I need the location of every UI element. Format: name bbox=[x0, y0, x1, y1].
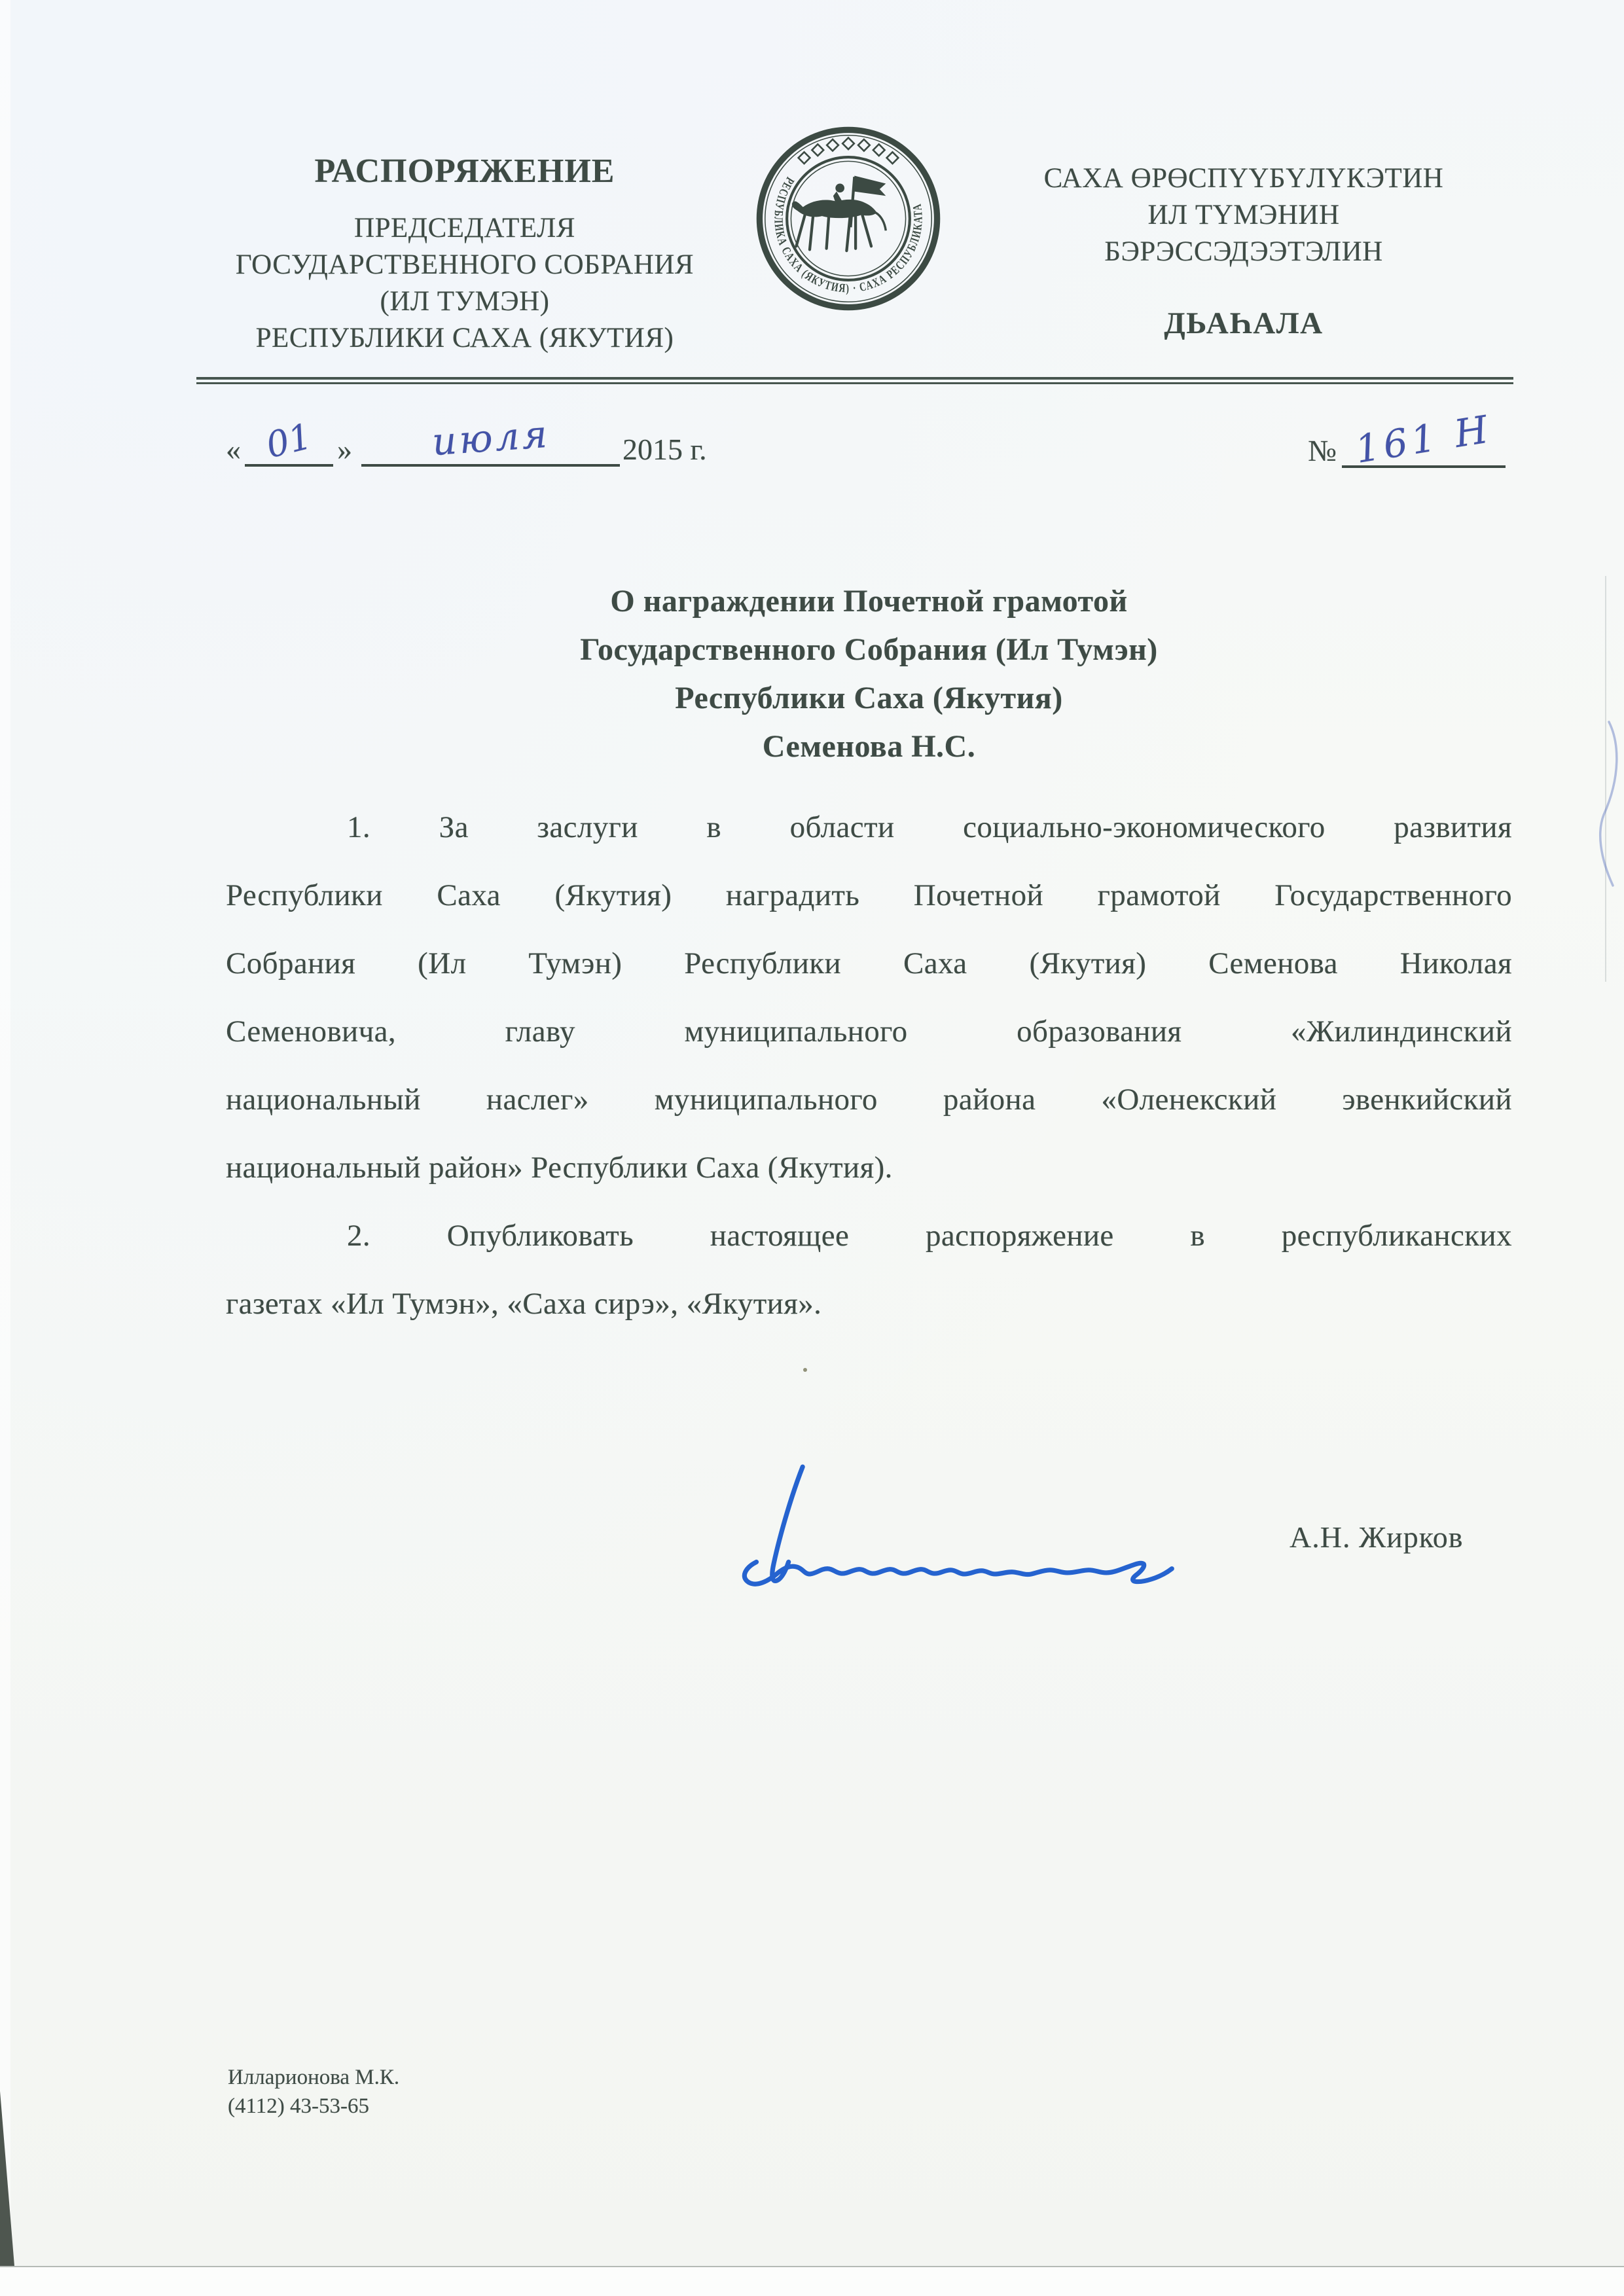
body-line: национальный район» Республики Саха (Якутия). bbox=[226, 1151, 893, 1185]
letterhead-left-line: (ИЛ ТУМЭН) bbox=[380, 286, 550, 317]
title-line: Республики Саха (Якутия) bbox=[675, 681, 1063, 715]
quote-close: » bbox=[337, 433, 352, 466]
seal-emblem-icon bbox=[753, 123, 944, 314]
paragraph-1 bbox=[226, 793, 1512, 1202]
letterhead-right-line: БЭРЭССЭДЭЭТЭЛИН bbox=[1104, 236, 1383, 267]
number-group bbox=[1308, 406, 1506, 472]
body-line: Собрания (Ил Тумэн) Республики Саха (Якутия) Семенова Николая bbox=[226, 946, 1512, 980]
date-group bbox=[226, 411, 707, 467]
letterhead-right-title: ДЬАҺАЛА bbox=[1164, 306, 1324, 340]
day-blank bbox=[245, 415, 333, 467]
letterhead-right-line: ИЛ ТҮМЭНИН bbox=[1147, 200, 1340, 230]
body-line: Семеновича, главу муниципального образования «Жилиндинский bbox=[226, 1014, 1512, 1049]
body-line: 1. За заслуги в области социально-экономического развития bbox=[347, 810, 1512, 844]
scan-edge-bottom bbox=[0, 2266, 1624, 2296]
number-label: № bbox=[1308, 434, 1337, 467]
date-number-line bbox=[226, 406, 1512, 501]
paragraph-2 bbox=[226, 1202, 1512, 1338]
body-line: газетах «Ил Тумэн», «Саха сирэ», «Якутия». bbox=[226, 1287, 822, 1321]
quote-open: « bbox=[226, 433, 241, 466]
scan-speck bbox=[803, 1368, 807, 1372]
signer-name: А.Н. Жирков bbox=[1290, 1520, 1464, 1554]
footer-contact bbox=[228, 2063, 399, 2121]
handwritten-month: июля bbox=[430, 411, 551, 465]
title-line: Государственного Собрания (Ил Тумэн) bbox=[580, 632, 1158, 667]
letterhead-left-line: РЕСПУБЛИКИ САХА (ЯКУТИЯ) bbox=[255, 323, 674, 353]
handwritten-day: 01 bbox=[262, 415, 316, 467]
letterhead-right bbox=[962, 160, 1525, 341]
handwritten-number: 161 Н bbox=[1352, 406, 1495, 472]
body-line: 2. Опубликовать настоящее распоряжение в республиканских bbox=[347, 1219, 1512, 1253]
letterhead-left-line: ПРЕДСЕДАТЕЛЯ bbox=[354, 213, 575, 243]
contact-name: Илларионова М.К. bbox=[228, 2066, 400, 2089]
month-blank bbox=[361, 411, 620, 467]
body-text bbox=[226, 793, 1512, 1338]
number-blank bbox=[1342, 406, 1506, 472]
document-title bbox=[226, 577, 1512, 771]
letterhead-left bbox=[183, 152, 746, 357]
body-line: национальный наслег» муниципального района «Оленекский эвенкийский bbox=[226, 1083, 1512, 1117]
seal-diamond-ornaments bbox=[799, 137, 899, 164]
letterhead-left-title: РАСПОРЯЖЕНИЕ bbox=[314, 152, 615, 190]
handwritten-signature bbox=[733, 1463, 1257, 1604]
seal-ring-text: РЕСПУБЛИКА САХА (ЯКУТИЯ) · САХА РЕСПУБЛИКАТА bbox=[771, 174, 926, 296]
seal-horseman bbox=[792, 176, 886, 251]
scan-edge-left bbox=[0, 0, 10, 2296]
state-seal bbox=[753, 123, 944, 314]
letterhead-left-line: ГОСУДАРСТВЕННОГО СОБРАНИЯ bbox=[235, 249, 695, 280]
stray-pen-mark bbox=[1589, 717, 1624, 890]
header-divider bbox=[196, 377, 1513, 384]
contact-phone: (4112) 43-53-65 bbox=[228, 2094, 369, 2118]
letterhead-right-line: САХА ӨРӨСПҮҮБҮЛҮКЭТИН bbox=[1043, 163, 1444, 194]
year-label: 2015 г. bbox=[623, 433, 707, 466]
title-line: Семенова Н.С. bbox=[762, 729, 976, 764]
title-line: О награждении Почетной грамотой bbox=[610, 584, 1128, 619]
body-line: Республики Саха (Якутия) наградить Почетной грамотой Государственного bbox=[226, 878, 1512, 912]
